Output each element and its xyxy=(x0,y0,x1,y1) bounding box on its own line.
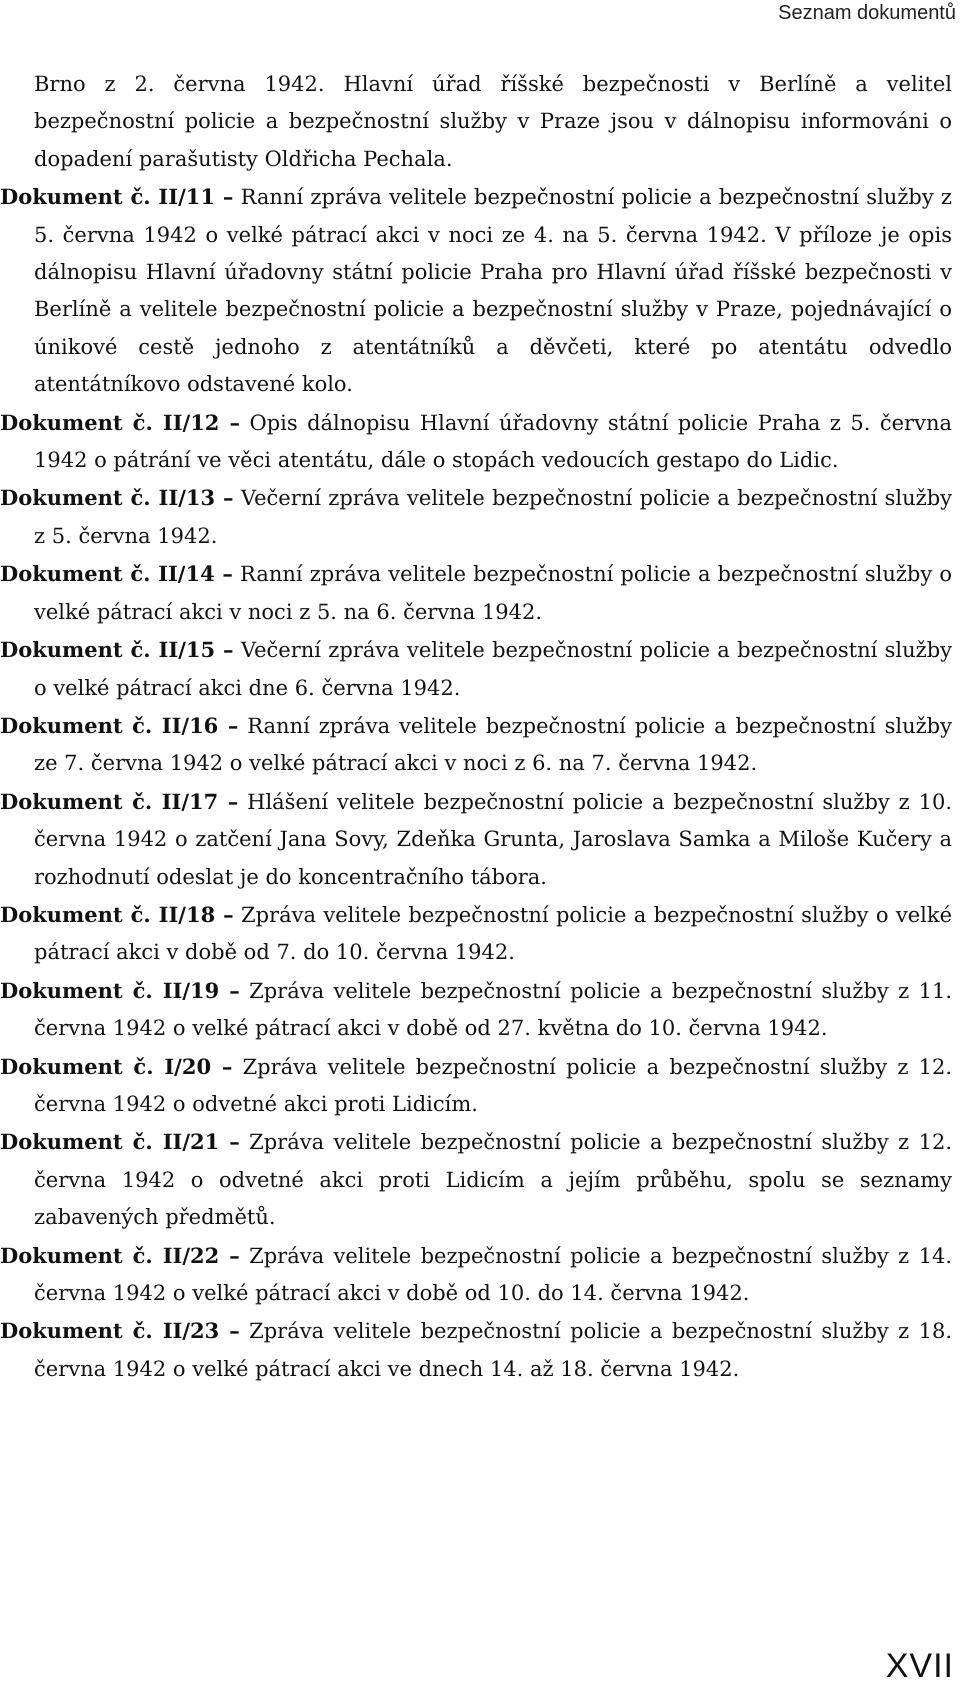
document-description: Zpráva velitele bezpečnostní policie a bezpečnostní služby z 14. června 1942 o velké pátrací akci v době od 10. do 14. června 1942. xyxy=(34,1243,952,1305)
document-ref: Dokument č. II/15 – xyxy=(0,637,234,663)
document-description: Opis dálnopisu Hlavní úřadovny státní policie Praha z 5. června 1942 o pátrání ve věci atentátu, dále o stopách vedoucích gestapo do Lidic. xyxy=(34,410,952,473)
document-ref: Dokument č. II/22 – xyxy=(0,1242,240,1268)
document-ref: Dokument č. II/18 – xyxy=(0,901,234,927)
document-ref: Dokument č. II/13 – xyxy=(0,485,234,511)
document-description: Večerní zpráva velitele bezpečnostní policie a bezpečnostní služby z 5. června 1942. xyxy=(34,486,953,548)
document-entry xyxy=(0,1312,952,1388)
document-ref: Dokument č. II/14 – xyxy=(0,561,233,587)
document-description: Ranní zpráva velitele bezpečnostní policie a bezpečnostní služby o velké pátrací akci v noci z 5. na 6. června 1942. xyxy=(34,562,952,624)
document-ref: Dokument č. II/11 – xyxy=(0,184,234,210)
document-entry xyxy=(0,178,952,403)
document-description: Zpráva velitele bezpečnostní policie a bezpečnostní služby z 12. června 1942 o odvetné akci proti Lidicím a jejím průběhu, spolu se seznamy zabavených předmětů. xyxy=(34,1130,952,1230)
document-description: Ranní zpráva velitele bezpečnostní policie a bezpečnostní služby ze 7. června 1942 o velké pátrací akci v noci z 6. na 7. června 1942. xyxy=(34,713,952,776)
document-ref: Dokument č. II/19 – xyxy=(0,977,240,1003)
document-ref: Dokument č. II/21 – xyxy=(0,1129,240,1155)
document-ref: Dokument č. II/23 – xyxy=(0,1318,240,1344)
document-entry xyxy=(0,1237,952,1313)
document-entry xyxy=(0,555,952,631)
document-ref: Dokument č. II/17 – xyxy=(0,788,239,814)
document-description: Zpráva velitele bezpečnostní policie a bezpečnostní služby o velké pátrací akci v době od 7. do 10. června 1942. xyxy=(34,902,952,965)
document-entry xyxy=(0,972,952,1048)
document-entry xyxy=(0,896,952,972)
document-description: Večerní zpráva velitele bezpečnostní policie a bezpečnostní služby o velké pátrací akci dne 6. června 1942. xyxy=(34,638,953,700)
document-entry xyxy=(0,707,952,783)
running-header: Seznam dokumentů xyxy=(778,2,956,24)
document-ref: Dokument č. II/12 – xyxy=(0,409,241,435)
document-entry xyxy=(0,1123,952,1236)
document-ref: Dokument č. I/20 – xyxy=(0,1053,233,1079)
intro-paragraph: Brno z 2. června 1942. Hlavní úřad říšské bezpečnosti v Berlíně a velitel bezpečnostní policie a bezpečnostní služby v Praze jsou v dálnopisu informováni o dopadení parašutisty Oldřicha Pechala. xyxy=(34,72,952,171)
document-entry xyxy=(0,783,952,896)
document-description: Hlášení velitele bezpečnostní policie a bezpečnostní služby z 10. června 1942 o zatčení Jana Sovy, Zdeňka Grunta, Jaroslava Samka a Miloše Kučery a rozhodnutí odeslat je do koncentračního tábora. xyxy=(34,789,952,889)
document-entry xyxy=(0,479,952,555)
page-number: XVII xyxy=(885,1647,954,1685)
document-description: Ranní zpráva velitele bezpečnostní policie a bezpečnostní služby z 5. června 1942 o velké pátrací akci v noci ze 4. na 5. června 1942. V příloze je opis dálnopisu Hlavní úřadovny státní policie Praha pro Hlavní úřad říšské bezpečnosti v Berlíně a velitele bezpečnostní policie a bezpečnostní služby v Praze, pojednávající o únikové cestě jednoho z atentátníků a děvčeti, které po atentátu odvedlo atentátníkovo odstavené kolo. xyxy=(34,185,952,397)
document-list xyxy=(0,66,952,1388)
document-entry xyxy=(0,1048,952,1124)
document-description: Zpráva velitele bezpečnostní policie a bezpečnostní služby z 12. června 1942 o odvetné akci proti Lidicím. xyxy=(34,1054,952,1116)
document-entry xyxy=(0,404,952,480)
document-ref: Dokument č. II/16 – xyxy=(0,712,239,738)
document-description: Zpráva velitele bezpečnostní policie a bezpečnostní služby z 18. června 1942 o velké pátrací akci ve dnech 14. až 18. června 1942. xyxy=(34,1319,952,1381)
document-description: Zpráva velitele bezpečnostní policie a bezpečnostní služby z 11. června 1942 o velké pátrací akci v době od 27. května do 10. června 1942. xyxy=(34,978,952,1041)
document-entry xyxy=(0,631,952,707)
